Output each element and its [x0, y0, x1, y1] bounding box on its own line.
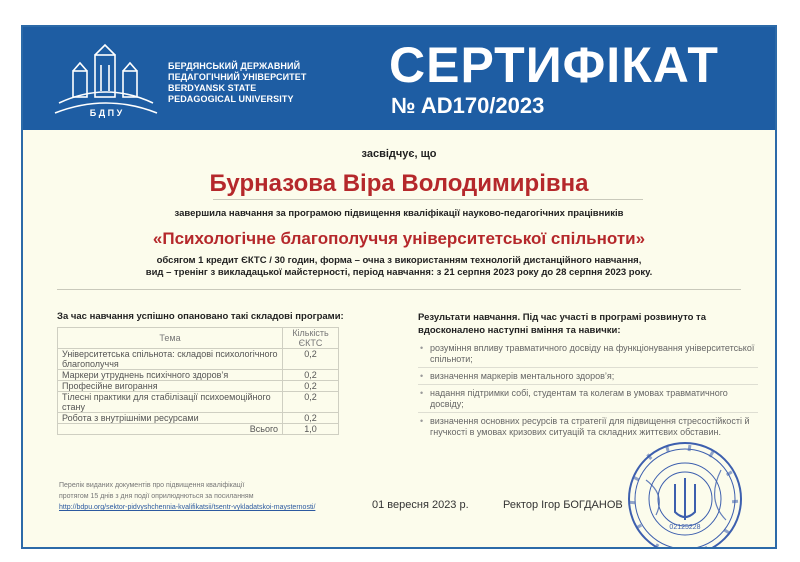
- completed-text: завершила навчання за програмою підвищення кваліфікації науково-педагогічних працівників: [174, 208, 624, 219]
- table-row: Маркери утруднень психічного здоров’я 0,2: [58, 370, 339, 381]
- university-logo: [51, 41, 161, 119]
- volume-separator: [57, 289, 741, 290]
- column-credits: Кількість ЄКТС: [283, 328, 339, 349]
- seal-code: 02125228: [669, 524, 701, 531]
- column-topic: Тема: [58, 328, 283, 349]
- documents-link[interactable]: http://bdpu.org/sektor-pidvyshchennia-kvalifikatsii/tsentr-vykladatskoi-maysternosti/: [59, 504, 316, 511]
- university-name: БЕРДЯНСЬКИЙ ДЕРЖАВНИЙ ПЕДАГОГІЧНИЙ УНІВЕРСИТЕТ BERDYANSK STATE PEDAGOGICAL UNIVERSITY: [168, 61, 307, 104]
- program-title: «Психологічне благополуччя університетської спільноти»: [152, 229, 646, 248]
- certificate: [21, 25, 777, 549]
- table-header-row: [58, 328, 339, 349]
- modules-table: [57, 327, 339, 435]
- certificate-title: СЕРТИФІКАТ: [389, 37, 719, 93]
- outcomes-title: Результати навчання. Під час участі в програмі розвинуто та вдосконалено наступні вміння та навички:: [418, 312, 706, 336]
- header-banner: [23, 27, 775, 130]
- certificate-number: № AD170/2023: [391, 93, 545, 118]
- attests-text: засвідчує, що: [361, 148, 437, 160]
- program-volume: обсягом 1 кредит ЄКТС / 30 годин, форма – очна з використанням технологій дистанційного навчання, вид – тренінг з викладацької майстерності, період навчання: з 21 серпня 2023 року до 28 серпня 2023 року.: [145, 255, 653, 278]
- outcomes-list: [418, 343, 758, 443]
- table-total-row: Всього 1,0: [58, 424, 339, 435]
- table-row: Професійне вигорання 0,2: [58, 381, 339, 392]
- official-seal-icon: [626, 440, 744, 549]
- table-row: Університетська спільнота: складові психологічного благополуччя 0,2: [58, 349, 339, 370]
- table-row: Тілесні практики для стабілізації психоемоційного стану 0,2: [58, 392, 339, 413]
- recipient-name: Бурназова Віра Володимирівна: [209, 170, 589, 197]
- issue-date: 01 вересня 2023 р.: [372, 499, 469, 511]
- list-item: • розуміння впливу травматичного досвіду на функціонування університетської спільноти;: [418, 343, 758, 368]
- list-item: • надання підтримки собі, студентам та колегам в умовах травматичного досвіду;: [418, 388, 758, 413]
- list-item: • визначення маркерів ментального здоров’я;: [418, 371, 758, 385]
- list-item: • визначення основних ресурсів та стратегії для підвищення стресостійкості й гнучкості в умовах кризових ситуацій та складних життєвих обставин.: [418, 416, 758, 440]
- svg-text:Б Д П У: Б Д П У: [89, 108, 123, 118]
- footer-note: Перелік виданих документів про підвищення кваліфікації протягом 15 днів з дня події оприлюднються за посиланням http://bdpu.org/sektor-pidvyshchennia-kvalifikatsii/tsentr-vykladatskoi-maysternosti/: [59, 482, 316, 511]
- table-row: Робота з внутрішніми ресурсами 0,2: [58, 413, 339, 424]
- name-separator: [213, 199, 643, 200]
- rector-signature-line: Ректор Ігор БОГДАНОВ: [503, 499, 623, 511]
- modules-title: За час навчання успішно опановано такі складові програми:: [57, 311, 344, 322]
